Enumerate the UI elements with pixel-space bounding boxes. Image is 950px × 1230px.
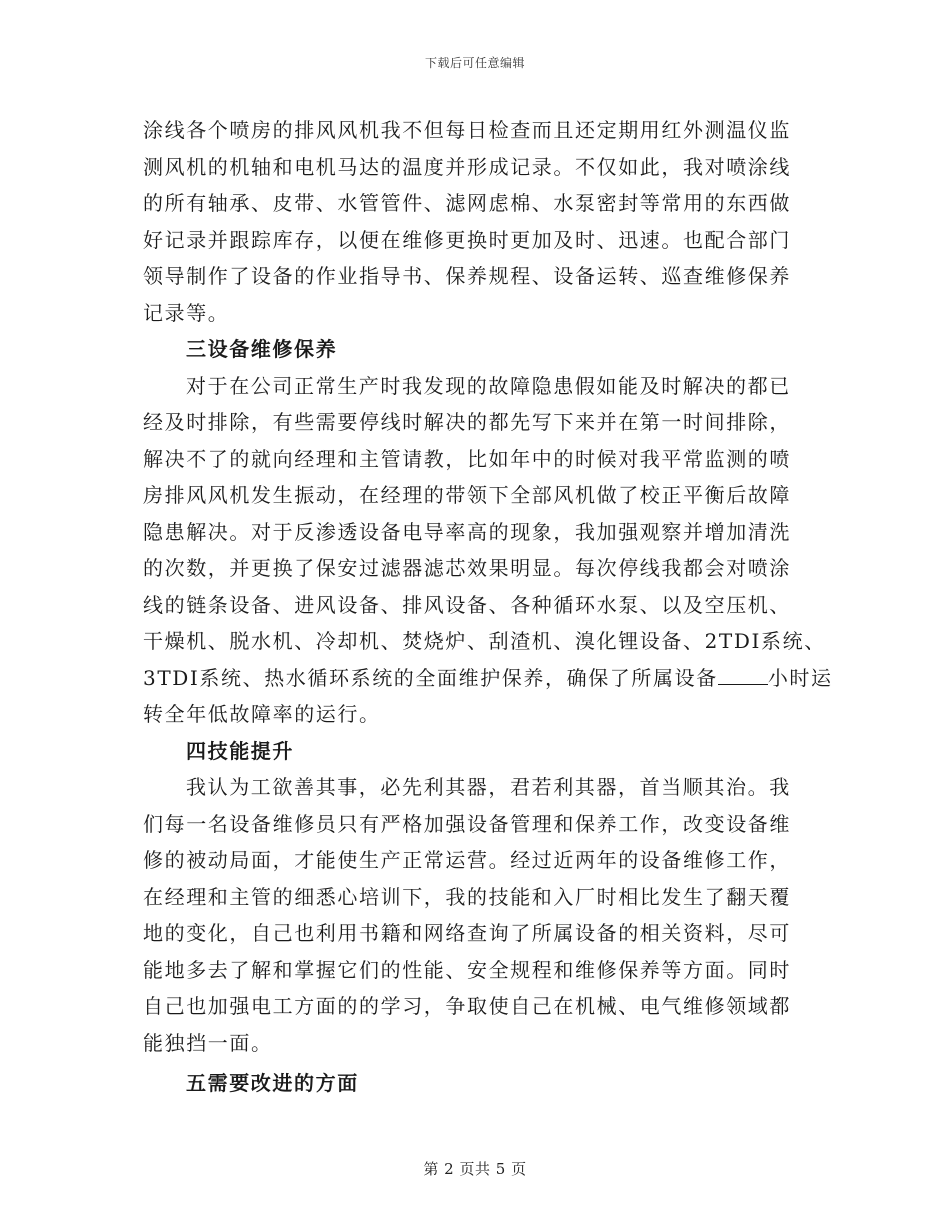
- paragraph-line: 好记录并跟踪库存，以便在维修更换时更加及时、迅速。也配合部门: [143, 227, 791, 252]
- paragraph-line-with-blank: [143, 660, 833, 697]
- paragraph-line: 领导制作了设备的作业指导书、保养规程、设备运转、巡查维修保养: [143, 264, 791, 288]
- section4-paragraph: [143, 769, 811, 1061]
- line-suffix: 小时运: [767, 665, 833, 690]
- paragraph-line: 的次数，并更换了保安过滤器滤芯效果明显。每次停线我都会对喷涂: [143, 556, 791, 580]
- paragraph-line: 自己也加强电工方面的的学习，争取使自己在机械、电气维修领域都: [143, 994, 791, 1018]
- paragraph-line: 能地多去了解和掌握它们的性能、安全规程和维修保养等方面。同时: [143, 957, 791, 982]
- paragraph-line: 经及时排除，有些需要停线时解决的都先写下来并在第一时间排除，: [143, 410, 791, 434]
- paragraph-line: 们每一名设备维修员只有严格加强设备管理和保养工作，改变设备维: [143, 811, 791, 836]
- paragraph-line: 干燥机、脱水机、冷却机、焚烧炉、刮渣机、溴化锂设备、2TDI系统、: [143, 629, 826, 653]
- paragraph-line: 房排风风机发生振动，在经理的带领下全部风机做了校正平衡后故障: [143, 483, 791, 507]
- document-body: [143, 112, 833, 1102]
- paragraph-line: 我认为工欲善其事，必先利其器，君若利其器，首当顺其治。我: [186, 775, 791, 799]
- section5-heading: 五需要改进的方面: [186, 1071, 359, 1095]
- page-number: 第 2 页共 5 页: [423, 1160, 527, 1178]
- section3-heading: 三设备维修保养: [186, 337, 338, 361]
- paragraph-line: 测风机的机轴和电机马达的温度并形成记录。不仅如此，我对喷涂线: [143, 154, 791, 179]
- paragraph-line: 涂线各个喷房的排风风机我不但每日检查而且还定期用红外测温仪监: [143, 118, 791, 142]
- paragraph-line: 在经理和主管的细悉心培训下，我的技能和入厂时相比发生了翻天覆: [143, 884, 791, 909]
- paragraph-line: 的所有轴承、皮带、水管管件、滤网虑棉、水泵密封等常用的东西做: [143, 191, 791, 215]
- paragraph-line: 线的链条设备、进风设备、排风设备、各种循环水泵、以及空压机、: [143, 592, 791, 617]
- paragraph-line: 隐患解决。对于反渗透设备电导率高的现象，我加强观察并增加清洗: [143, 519, 791, 544]
- paragraph-line: 修的被动局面，才能使生产正常运营。经过近两年的设备维修工作，: [143, 848, 791, 872]
- paragraph-line: 地的变化，自己也利用书籍和网络查询了所属设备的相关资料，尽可: [143, 921, 791, 945]
- fill-in-blank: [718, 666, 768, 685]
- paragraph-line: 转全年低故障率的运行。: [143, 702, 381, 726]
- paragraph-line: 能独挡一面。: [143, 1030, 273, 1055]
- paragraph-line: 对于在公司正常生产时我发现的故障隐患假如能及时解决的都已: [186, 373, 791, 398]
- section3-paragraph: [143, 368, 833, 733]
- line-text: 3TDI系统、热水循环系统的全面维护保养，确保了所属设备: [143, 665, 718, 690]
- section4-heading: 四技能提升: [186, 738, 294, 763]
- section2-tail-paragraph: [143, 112, 811, 331]
- download-note: 下载后可任意编辑: [424, 56, 525, 70]
- paragraph-line: 解决不了的就向经理和主管请教，比如年中的时候对我平常监测的喷: [143, 446, 791, 471]
- paragraph-line: 记录等。: [143, 300, 230, 325]
